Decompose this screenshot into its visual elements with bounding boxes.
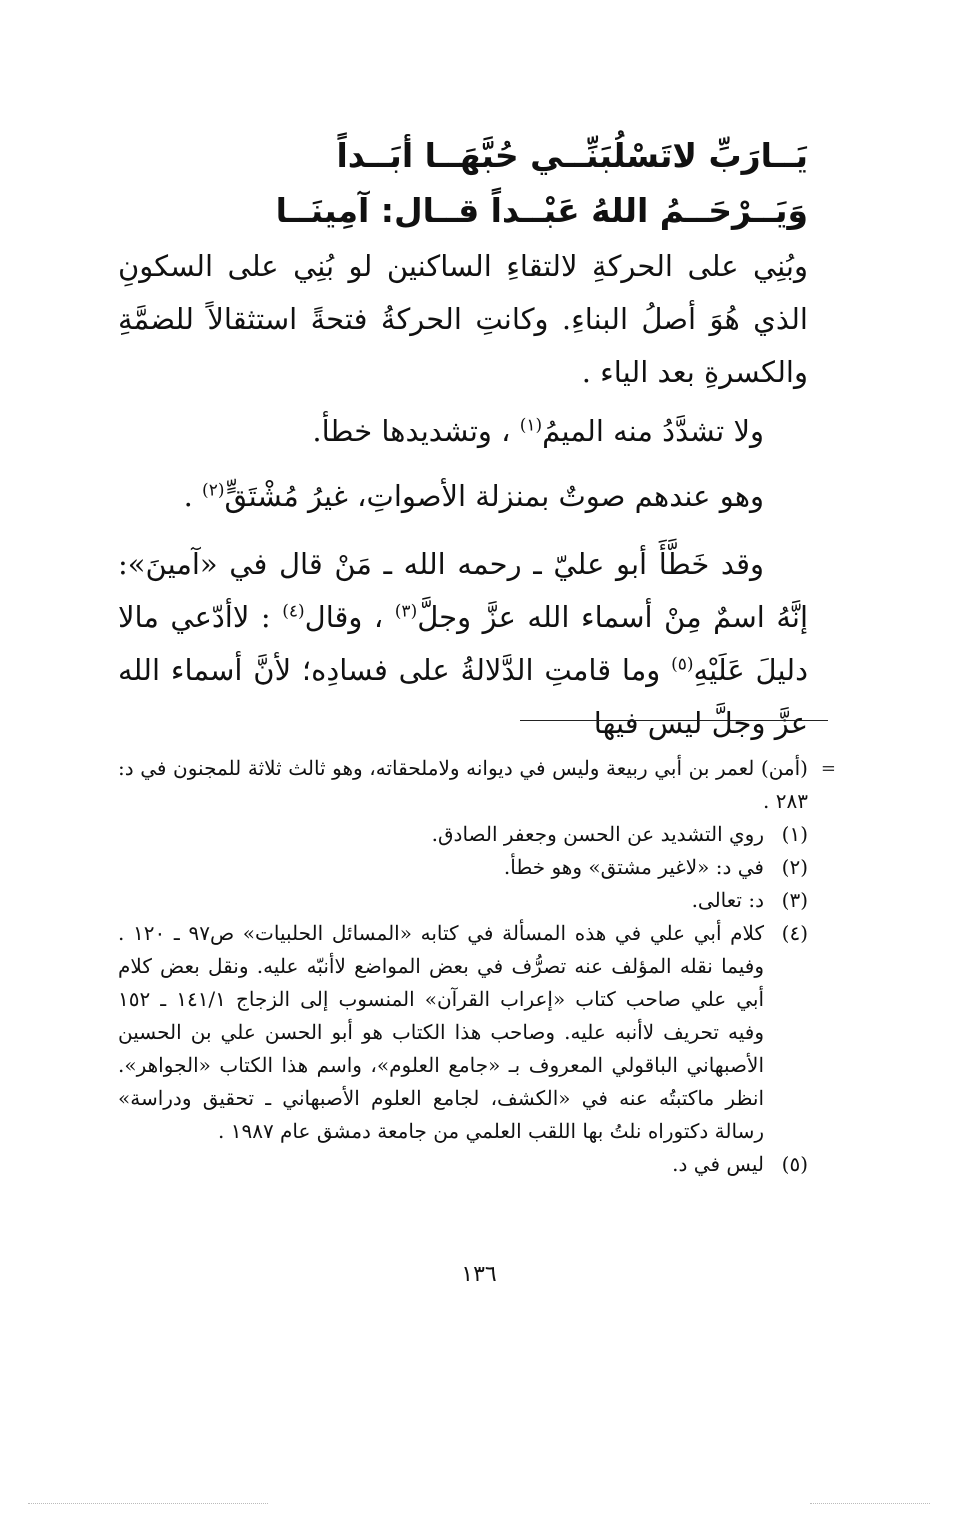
footnote-item-3 <box>118 884 808 917</box>
body-paragraph-2 <box>118 405 808 458</box>
footnote-ref-1: (١) <box>519 415 543 436</box>
footnote-ref-4: (٤) <box>282 601 305 622</box>
footnote-ref-3: (٣) <box>394 601 418 622</box>
paragraph-text: : لاأدّعي مالا دليلَ عَلَيْهِ <box>118 600 809 687</box>
footnote-text: كلام أبي علي في هذه المسألة في كتابه «المسائل الحلبيات» ص٩٧ ـ ١٢٠ . وفيما نقله المؤلف عنه تصرُّف في بعض المواضع لاأنبّه عليه. ونقل بعض كلام أبي علي صاحب كتاب «إعراب القرآن» المنسوب إلى الزجاج ١٤١/١ ـ ١٥٢ وفيه تحريف لاأنبه عليه. وصاحب هذا الكتاب هو أبو الحسن علي بن الحسين الأصبهاني الباقولي المعروف بـ «جامع العلوم»، واسم هذا الكتاب «الجواهر». انظر ماكتبتُه عنه في «الكشف، لجامع العلوم الأصبهاني ـ تحقيق ودراسة» رسالة دكتوراه نلتُ بها اللقب العلمي من جامعة دمشق عام ١٩٨٧ . <box>118 921 765 1143</box>
footnote-number: (٣) <box>781 888 808 912</box>
paragraph-text: ، وتشديدها خطأ. <box>312 414 511 448</box>
footnote-number: (٤) <box>781 921 808 945</box>
footnote-item-1 <box>118 818 808 851</box>
paragraph-text: وقد خَطَّأَ أبو عليّ ـ رحمه الله ـ مَنْ قال في «آمينَ»: إنَّهُ اسمٌ مِنْ أسماء الله عزَّ وجلَّ <box>118 547 809 634</box>
page-number: ١٣٦ <box>461 1262 497 1287</box>
footnote-divider <box>520 720 828 721</box>
footnote-ref-2: (٢) <box>202 480 225 501</box>
footnote-item-2 <box>118 851 808 884</box>
footnote-continuation-mark: = <box>820 758 836 779</box>
scan-edge-dots <box>810 1503 930 1504</box>
paragraph-text: . <box>183 479 193 513</box>
body-paragraph-1: وبُنِي على الحركةِ لالتقاءِ الساكنين لو بُنِي على السكونِ الذي هُوَ أصلُ البناءِ. وكانتِ الحركةُ فتحةً استثقالاً للضمَّةِ والكسرةِ بعد الياء . <box>118 249 808 389</box>
footnote-continuation <box>118 752 808 818</box>
body-paragraph-3 <box>118 470 808 523</box>
footnote-number: (١) <box>781 822 808 846</box>
footnote-number: (٥) <box>781 1152 808 1176</box>
body-paragraph-4 <box>118 538 808 750</box>
paragraph-text: ، وقال <box>304 600 384 634</box>
footnote-ref-5: (٥) <box>671 654 694 675</box>
scan-edge-dots <box>28 1503 268 1504</box>
footnote-item-4 <box>118 917 808 1148</box>
footnote-number: (٢) <box>781 855 808 879</box>
footnote-text: (أمن) لعمر بن أبي ربيعة وليس في ديوانه ولاملحقاته، وهو ثالث ثلاثة للمجنون في د: ٢٨٣ . <box>118 756 808 813</box>
footnote-text: في د: «لاغير مشتق» وهو خطأ. <box>503 855 764 879</box>
footnote-text: ليس في د. <box>672 1152 764 1176</box>
paragraph-text: وهو عندهم صوتٌ بمنزلة الأصواتِ، غيرُ مُشْتَقٍّ <box>224 479 764 513</box>
verse-line-1: يَــارَبِّ لاتَسْلُبَنِّــي حُبَّهَــا أبَــداً <box>336 136 808 175</box>
verse-line-2: وَيَــرْحَــمُ اللهُ عَبْــداً قــال: آمِينَــا <box>275 191 808 230</box>
footnote-text: روي التشديد عن الحسن وجعفر الصادق. <box>431 822 764 846</box>
paragraph-text: ولا تشدَّدُ منه الميمُ <box>542 414 764 448</box>
footnote-item-5 <box>118 1148 808 1181</box>
paragraph-text: وما قامتِ الدَّلالةُ على فسادِه؛ لأنَّ أسماء الله عزَّ وجلَّ ليس فيها <box>118 653 808 740</box>
footnotes <box>118 752 808 1181</box>
footnote-text: د: تعالى. <box>691 888 764 912</box>
